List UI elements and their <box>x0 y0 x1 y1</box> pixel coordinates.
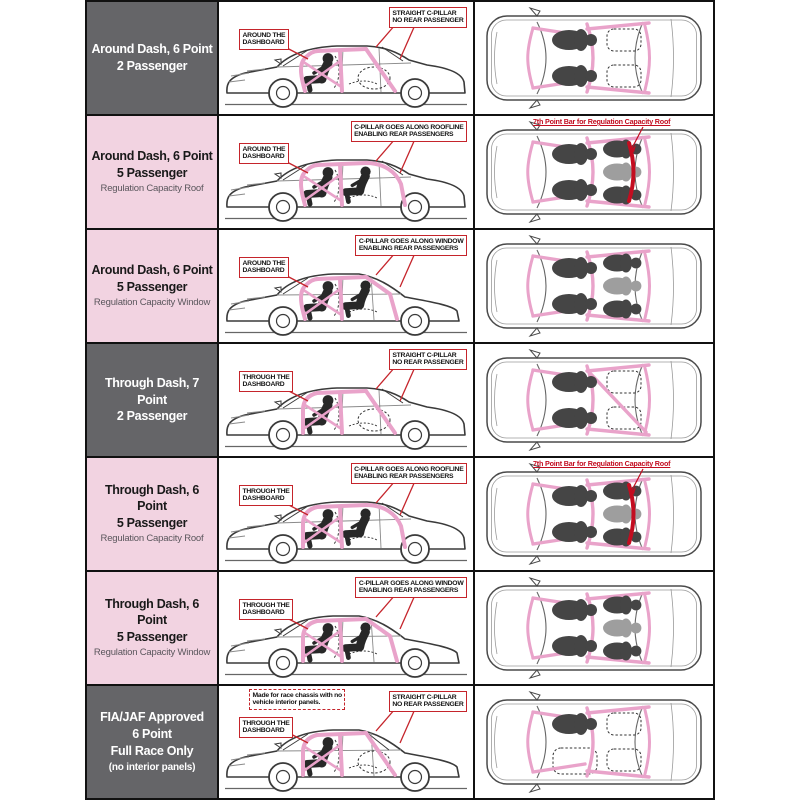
side-view-cell <box>219 686 473 798</box>
cage-table <box>85 0 715 800</box>
config-title-line2: 5 Passenger <box>116 630 188 645</box>
dashboard-annotation-box <box>239 717 293 738</box>
config-subtitle: (no interior panels) <box>108 761 196 773</box>
c-pillar-annotation-box <box>389 7 467 28</box>
config-title-line1: Around Dash, 6 Point <box>91 149 213 163</box>
config-title-line2: 2 Passenger <box>116 409 188 424</box>
config-title-line1: Around Dash, 6 Point <box>91 42 213 57</box>
config-subtitle: Regulation Capacity Window <box>93 647 211 659</box>
dash-note-line2: DASHBOARD <box>242 39 285 47</box>
dash-note-line2: DASHBOARD <box>242 609 285 617</box>
race-note-line1: Made for race chassis with no <box>252 691 342 699</box>
config-title-line3: Full Race Only <box>110 743 194 758</box>
dash-note-line1: THROUGH THE <box>242 719 290 727</box>
seventh-point-bar-note: 7th Point Bar for Regulation Capacity Roof <box>533 117 671 126</box>
config-label <box>87 686 217 798</box>
top-view-cell <box>475 344 713 456</box>
c-pillar-annotation-box <box>389 349 467 370</box>
dash-note-line1: AROUND THE <box>242 31 286 39</box>
top-view-cell <box>475 686 713 798</box>
pillar-note-line1: STRAIGHT C-PILLAR <box>392 693 457 701</box>
pillar-note-line1: C-PILLAR GOES ALONG WINDOW <box>358 579 464 587</box>
config-title-line2: 2 Passenger <box>116 59 188 73</box>
c-pillar-annotation-box <box>355 235 467 256</box>
side-view-cell <box>219 458 473 570</box>
config-title-line2: 6 Point <box>132 727 172 742</box>
dashboard-annotation-box <box>239 257 289 278</box>
config-label <box>87 572 217 684</box>
config-subtitle: Regulation Capacity Window <box>93 296 211 308</box>
top-view-cell <box>475 230 713 342</box>
top-view-cell <box>475 116 713 228</box>
c-pillar-annotation-box <box>351 121 467 142</box>
config-title-line1: Through Dash, 6 Point <box>104 482 200 514</box>
config-label <box>87 2 217 114</box>
top-view-cell <box>475 458 713 570</box>
top-view-car-diagram <box>475 572 713 684</box>
pillar-note-line1: C-PILLAR GOES ALONG ROOFLINE <box>354 465 464 473</box>
c-pillar-annotation-box <box>389 691 467 712</box>
dash-note-line2: DASHBOARD <box>242 153 285 161</box>
race-note-line2: vehicle interior panels. <box>252 699 321 707</box>
pillar-note-line1: STRAIGHT C-PILLAR <box>392 351 457 359</box>
config-title-line2: 5 Passenger <box>116 165 188 180</box>
pillar-note-line2: ENABLING REAR PASSENGERS <box>358 587 459 595</box>
config-subtitle: Regulation Capacity Roof <box>100 533 204 545</box>
seventh-point-bar-note: 7th Point Bar for Regulation Capacity Roof <box>533 459 671 468</box>
c-pillar-annotation-box <box>355 577 467 598</box>
pillar-note-line2: ENABLING REAR PASSENGERS <box>354 473 454 481</box>
dash-note-line2: DASHBOARD <box>242 381 285 389</box>
dash-note-line2: DASHBOARD <box>242 267 285 275</box>
config-label <box>87 458 217 570</box>
dash-note-line2: DASHBOARD <box>242 495 285 503</box>
pillar-note-line2: ENABLING REAR PASSENGERS <box>358 245 459 253</box>
pillar-note-line1: C-PILLAR GOES ALONG ROOFLINE <box>354 123 464 131</box>
race-chassis-note-box <box>249 689 345 710</box>
config-title-line1: Through Dash, 7 Point <box>104 375 200 407</box>
dashboard-annotation-box <box>239 599 293 620</box>
pillar-note-line1: C-PILLAR GOES ALONG WINDOW <box>358 237 464 245</box>
pillar-note-line2: NO REAR PASSENGER <box>392 17 464 25</box>
side-view-cell <box>219 116 473 228</box>
dash-note-line1: THROUGH THE <box>242 373 290 381</box>
dash-note-line2: DASHBOARD <box>242 727 285 735</box>
c-pillar-annotation-box <box>351 463 467 484</box>
dash-note-line1: AROUND THE <box>242 259 286 267</box>
top-view-car-diagram <box>475 686 713 798</box>
top-view-car-diagram <box>475 344 713 456</box>
config-title-line1: Through Dash, 6 Point <box>104 596 200 628</box>
dash-note-line1: THROUGH THE <box>242 487 290 495</box>
top-view-cell <box>475 572 713 684</box>
pillar-note-line2: ENABLING REAR PASSENGERS <box>354 131 454 139</box>
config-subtitle: Regulation Capacity Roof <box>100 182 204 194</box>
dashboard-annotation-box <box>239 143 289 164</box>
dashboard-annotation-box <box>239 29 289 50</box>
dash-note-line1: AROUND THE <box>242 145 286 153</box>
pillar-note-line1: STRAIGHT C-PILLAR <box>392 9 457 17</box>
config-label <box>87 344 217 456</box>
side-view-cell <box>219 344 473 456</box>
dashboard-annotation-box <box>239 485 293 506</box>
config-title-line1: Around Dash, 6 Point <box>91 263 213 277</box>
top-view-car-diagram <box>475 2 713 114</box>
top-view-car-diagram <box>475 116 713 228</box>
pillar-note-line2: NO REAR PASSENGER <box>392 701 464 709</box>
config-title-line2: 5 Passenger <box>116 516 188 531</box>
dashboard-annotation-box <box>239 371 293 392</box>
pillar-note-line2: NO REAR PASSENGER <box>392 359 464 367</box>
top-view-car-diagram <box>475 230 713 342</box>
side-view-cell <box>219 2 473 114</box>
config-label <box>87 116 217 228</box>
config-label <box>87 230 217 342</box>
side-view-cell <box>219 572 473 684</box>
top-view-car-diagram <box>475 458 713 570</box>
config-title-line1: FIA/JAF Approved <box>100 710 204 725</box>
dash-note-line1: THROUGH THE <box>242 601 290 609</box>
top-view-cell <box>475 2 713 114</box>
side-view-cell <box>219 230 473 342</box>
config-title-line2: 5 Passenger <box>116 279 188 294</box>
